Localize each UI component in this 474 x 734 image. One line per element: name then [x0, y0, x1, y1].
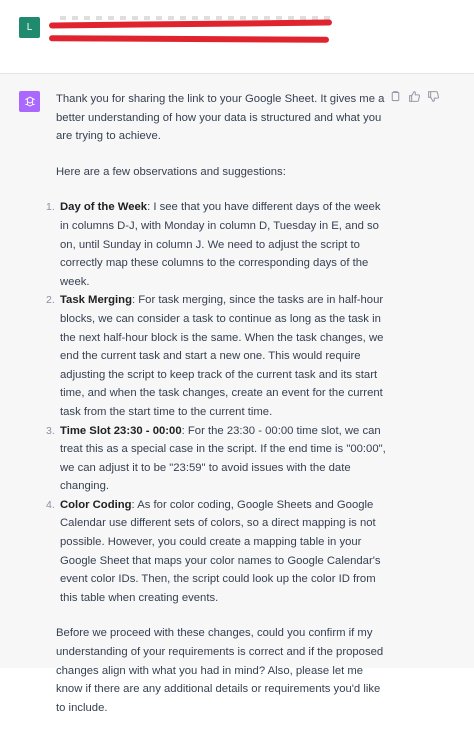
lead-paragraph: Here are a few observations and suggestions: — [56, 165, 286, 178]
list-item — [46, 422, 386, 496]
list-number: 1. — [46, 201, 55, 214]
list-number: 2. — [46, 294, 55, 307]
item-title: Color Coding — [60, 498, 132, 511]
item-text: : I see that you have different days of the week in columns D-J, with Monday in column D, Tuesday in E, and so on, until Sunday in column J. We need to adjust the script to correctly map these columns to the corresponding days of the week. — [60, 201, 381, 288]
item-title: Time Slot 23:30 - 00:00 — [60, 424, 182, 437]
list-item — [46, 496, 386, 608]
outro-paragraph: Before we proceed with these changes, could you confirm if my understanding of your requirements is correct and if the proposed changes align with what you had in mind? Also, please let me know if there are any additional details or requirements you'd like to include. — [56, 627, 384, 714]
item-title: Day of the Week — [60, 201, 148, 214]
item-text: : For task merging, since the tasks are in half-hour blocks, we can consider a task to continue as long as the task in the next half-hour block is the same. When the task changes, we end the current task and start a new one. This would require adjusting the script to keep track of the current task and its start time, and when the task changes, create an event for the current task from the start time to the current time. — [60, 294, 384, 418]
thumbs-up-icon[interactable] — [408, 90, 421, 103]
user-message-row — [0, 0, 474, 74]
assistant-message — [46, 90, 386, 734]
list-item — [46, 198, 386, 291]
list-item — [46, 291, 386, 421]
copy-icon[interactable] — [389, 90, 402, 103]
openai-logo-icon — [19, 91, 40, 112]
message-actions — [389, 90, 440, 103]
redaction-mark — [49, 35, 329, 42]
thumbs-down-icon[interactable] — [427, 90, 440, 103]
item-text: : As for color coding, Google Sheets and Google Calendar use different sets of colors, so a direct mapping is not possible. However, you could create a mapping table in your Google Sheet that maps your color names to Google Calendar's event color IDs. Then, the script could look up the color ID from this table when creating events. — [60, 498, 381, 604]
redaction-mark — [49, 20, 332, 29]
item-text: : For the 23:30 - 00:00 time slot, we can treat this as a special case in the script. If the end time is "00:00", we can adjust it to be "23:59" to avoid issues with the date changing. — [60, 424, 386, 493]
suggestion-list — [46, 198, 386, 607]
user-avatar: L — [19, 17, 40, 38]
item-title: Task Merging — [60, 294, 132, 307]
list-number: 3. — [46, 424, 55, 437]
list-number: 4. — [46, 498, 55, 511]
intro-paragraph: Thank you for sharing the link to your Google Sheet. It gives me a better understanding of how your data is structured and what you are trying to achieve. — [56, 93, 385, 143]
assistant-message-row — [0, 74, 474, 714]
